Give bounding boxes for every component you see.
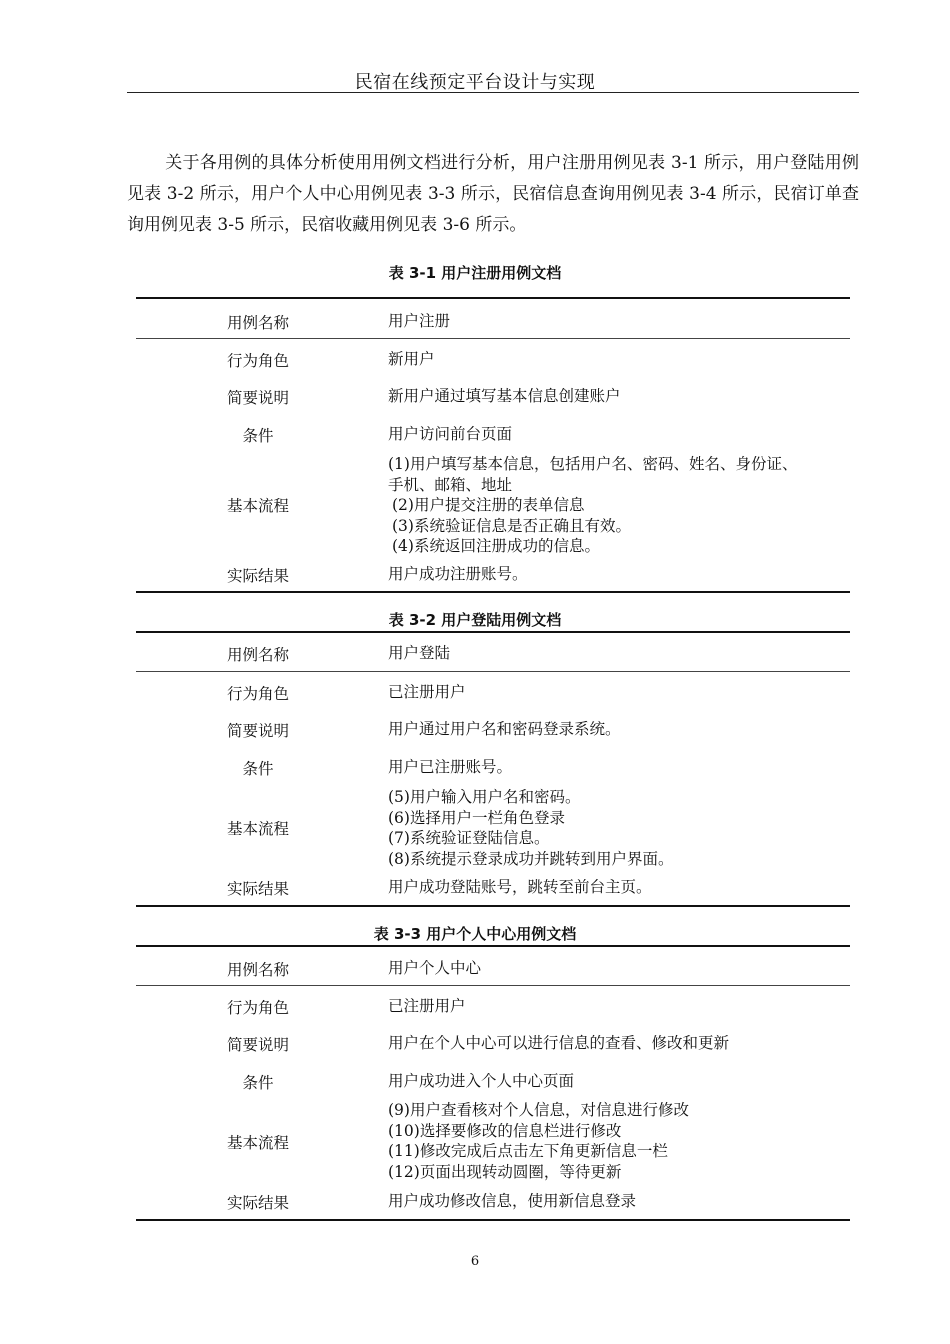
row-label-result: 实际结果 xyxy=(226,1194,289,1212)
flow-step: (11)修改完成后点击左下角更新信息一栏 xyxy=(388,1142,668,1160)
intro-text: 关于各用例的具体分析使用用例文档进行分析，用户注册用例见表 3-1 所示，用户登陆用例见表 3-2 所示，用户个人中心用例见表 3-3 所示，民宿信息查询用例见表 3-4 所示，民宿订单查询用例见表 3-5 所示，民宿收藏用例见表 3-6 所示。 xyxy=(127,153,859,235)
row-label-flow: 基本流程 xyxy=(226,1134,289,1152)
row-label-condition: 条件 xyxy=(242,760,274,778)
row-value-actor: 新用户 xyxy=(388,350,435,368)
row-label-summary: 简要说明 xyxy=(226,1036,289,1054)
table-bottom-rule xyxy=(136,591,850,593)
table-top-rule xyxy=(136,945,850,947)
intro-paragraph xyxy=(127,148,859,241)
flow-step: (8)系统提示登录成功并跳转到用户界面。 xyxy=(388,849,674,868)
table-bottom-rule xyxy=(136,905,850,907)
row-value-flow xyxy=(388,1100,848,1182)
page-number: 6 xyxy=(470,1254,480,1269)
flow-step: (7)系统验证登陆信息。 xyxy=(388,829,550,847)
row-value-result: 用户成功修改信息，使用新信息登录 xyxy=(388,1192,637,1210)
row-label-flow: 基本流程 xyxy=(226,820,289,838)
flow-step: (2)用户提交注册的表单信息 xyxy=(392,496,585,514)
row-label-summary: 简要说明 xyxy=(226,722,289,740)
row-label-actor: 行为角色 xyxy=(226,685,289,703)
table-header-label: 用例名称 xyxy=(226,646,289,664)
row-value-flow xyxy=(388,454,848,557)
table-header-rule xyxy=(136,985,850,986)
flow-step: (5)用户输入用户名和密码。 xyxy=(388,788,581,806)
row-value-result: 用户成功注册账号。 xyxy=(388,565,528,583)
row-value-condition: 用户已注册账号。 xyxy=(388,758,513,776)
table-header-value: 用户注册 xyxy=(388,312,451,330)
row-value-flow xyxy=(388,787,848,869)
row-label-actor: 行为角色 xyxy=(226,999,289,1017)
row-label-summary: 简要说明 xyxy=(226,389,289,407)
flow-step: 手机、邮箱、地址 xyxy=(388,475,513,494)
table-3-1-caption: 表 3-1 用户注册用例文档 xyxy=(388,264,562,282)
row-value-actor: 已注册用户 xyxy=(388,683,466,701)
flow-step: (1)用户填写基本信息，包括用户名、密码、姓名、身份证、 xyxy=(388,455,798,473)
row-value-condition: 用户访问前台页面 xyxy=(388,425,513,443)
row-label-condition: 条件 xyxy=(242,427,274,445)
row-label-actor: 行为角色 xyxy=(226,352,289,370)
table-header-rule xyxy=(136,671,850,672)
table-top-rule xyxy=(136,297,850,299)
table-top-rule xyxy=(136,631,850,633)
table-header-value: 用户登陆 xyxy=(388,644,451,662)
table-bottom-rule xyxy=(136,1219,850,1221)
flow-step: (10)选择要修改的信息栏进行修改 xyxy=(388,1121,622,1140)
running-header-title: 民宿在线预定平台设计与实现 xyxy=(354,72,596,93)
table-header-rule xyxy=(136,338,850,339)
table-header-value: 用户个人中心 xyxy=(388,959,482,977)
row-value-actor: 已注册用户 xyxy=(388,997,466,1015)
table-header-label: 用例名称 xyxy=(226,314,289,332)
row-value-summary: 用户通过用户名和密码登录系统。 xyxy=(388,720,621,738)
flow-step: (12)页面出现转动圆圈，等待更新 xyxy=(388,1162,622,1181)
header-divider xyxy=(127,92,859,93)
flow-step: (6)选择用户一栏角色登录 xyxy=(388,808,565,827)
row-value-result: 用户成功登陆账号，跳转至前台主页。 xyxy=(388,878,652,896)
row-value-summary: 新用户通过填写基本信息创建账户 xyxy=(388,387,621,405)
table-3-3-caption: 表 3-3 用户个人中心用例文档 xyxy=(373,925,577,943)
table-3-2-caption: 表 3-2 用户登陆用例文档 xyxy=(388,611,562,629)
row-label-condition: 条件 xyxy=(242,1074,274,1092)
row-label-result: 实际结果 xyxy=(226,880,289,898)
row-label-result: 实际结果 xyxy=(226,567,289,585)
flow-step: (3)系统验证信息是否正确且有效。 xyxy=(392,516,631,535)
row-value-condition: 用户成功进入个人中心页面 xyxy=(388,1072,575,1090)
row-value-summary: 用户在个人中心可以进行信息的查看、修改和更新 xyxy=(388,1034,730,1052)
table-header-label: 用例名称 xyxy=(226,961,289,979)
row-label-flow: 基本流程 xyxy=(226,497,289,515)
flow-step: (9)用户查看核对个人信息，对信息进行修改 xyxy=(388,1101,689,1119)
flow-step: (4)系统返回注册成功的信息。 xyxy=(392,537,600,555)
